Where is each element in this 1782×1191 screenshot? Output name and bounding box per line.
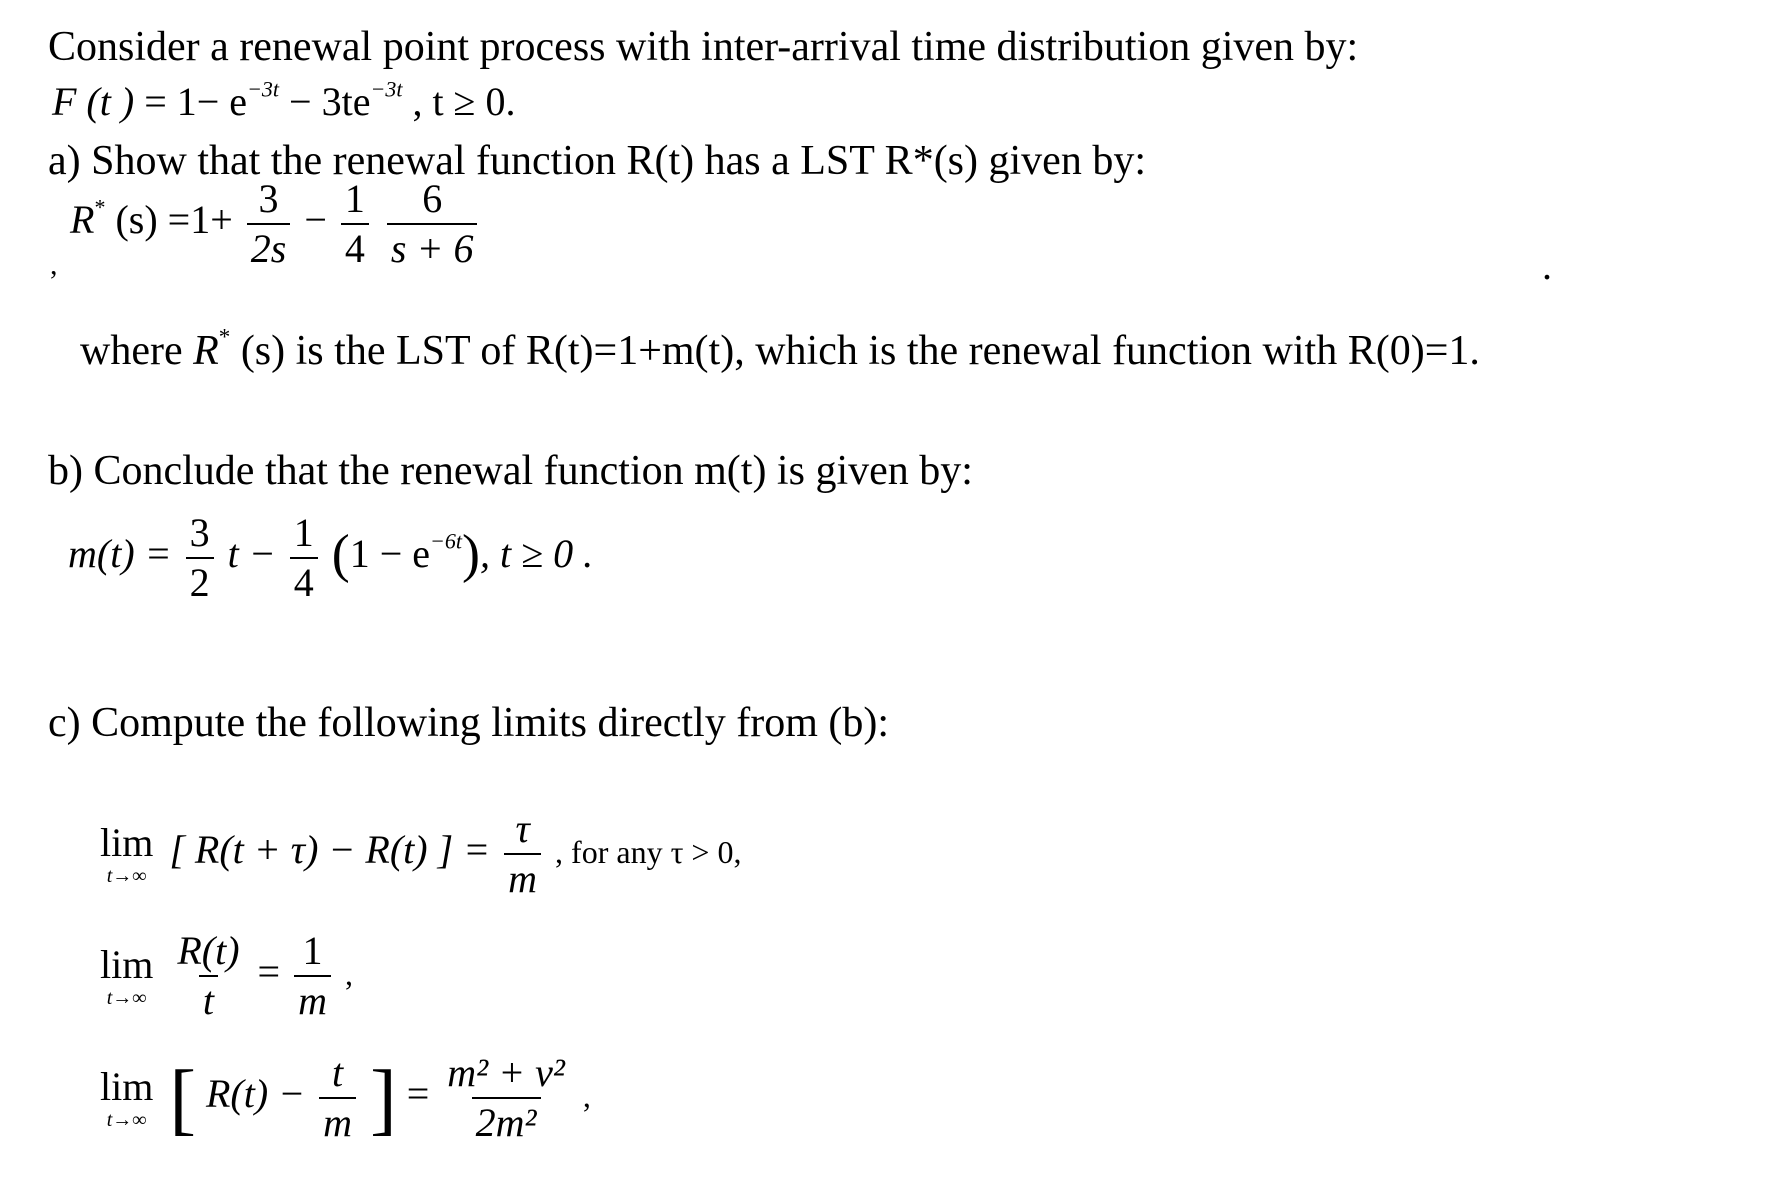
mt-frac-1-den: 2 (186, 557, 214, 604)
limit-2-tail: , (344, 956, 353, 993)
limit-2-word: lim (100, 942, 154, 987)
lst-lhs: R (70, 197, 95, 243)
limit-1-word: lim (100, 820, 154, 865)
where-post: (s) is the LST of R(t)=1+m(t), which is the renewal function with R(0)=1. (230, 328, 1480, 374)
mt-inner: 1 − e (349, 531, 431, 577)
dist-exp2: −3t (370, 76, 403, 102)
dist-eq: = 1− e (134, 79, 248, 124)
mt-exp: −6t (430, 528, 463, 554)
lst-frac-2-den: 4 (341, 223, 369, 270)
mt-frac-2 (290, 512, 318, 604)
limit-3-num: t (332, 1050, 344, 1095)
limit-3-tail: , (582, 1078, 591, 1115)
mt-t: t − (227, 531, 276, 577)
mt-frac-2-num: 1 (293, 510, 314, 555)
lst-star: * (94, 194, 106, 220)
lst-comma: , (50, 248, 58, 281)
where-pre: where (80, 328, 194, 374)
limit-3-den: m (319, 1097, 356, 1144)
limit-3-op (100, 1065, 153, 1131)
where-star: * (218, 323, 231, 350)
limit-1-den: m (504, 853, 541, 900)
limit-1-frac (504, 808, 541, 900)
mt-frac-2-den: 4 (290, 557, 318, 604)
lst-frac-3 (387, 178, 478, 270)
limit-1 (100, 808, 741, 900)
limit-1-op (100, 821, 153, 887)
lst-frac-3-num: 6 (422, 176, 443, 221)
limit-2-rnum: 1 (302, 928, 323, 973)
lst-period: . (1542, 243, 1552, 288)
limit-2-frac (173, 930, 243, 1022)
intro-text: Consider a renewal point process with inter-arrival time distribution given by: (48, 24, 1359, 70)
limit-2-sub: t→∞ (106, 987, 147, 1009)
dist-mid: − 3te (279, 79, 371, 124)
lst-frac-2 (341, 178, 369, 270)
limit-3-rnum: m² + v² (447, 1050, 565, 1095)
mt-paren-open: ( (331, 523, 350, 584)
dist-cond: , t ≥ 0. (402, 79, 516, 124)
dist-lhs: F (t ) (52, 79, 135, 124)
limit-2 (100, 930, 353, 1022)
mt-frac-1-num: 3 (189, 510, 210, 555)
distribution-formula (52, 76, 516, 124)
lst-frac-1 (247, 178, 291, 270)
limit-3-open: [ (169, 1054, 196, 1143)
limit-1-tail: , for any τ > 0, (555, 834, 742, 871)
limit-3-sub: t→∞ (106, 1109, 147, 1131)
limit-1-sub: t→∞ (106, 865, 147, 887)
limit-3 (100, 1052, 591, 1144)
limit-2-eq: = (257, 949, 281, 995)
where-R: R (193, 328, 219, 374)
mt-paren-close: ) (462, 523, 480, 584)
part-a-where (80, 323, 1480, 374)
mt-frac-1 (186, 512, 214, 604)
part-a-formula (70, 178, 481, 270)
limit-2-num: R(t) (177, 928, 240, 973)
limit-2-rfrac (294, 930, 331, 1022)
lst-frac-2-num: 1 (344, 176, 365, 221)
limit-3-R: R(t) − (205, 1071, 306, 1117)
lst-frac-3-den: s + 6 (387, 223, 478, 270)
mt-cond: , t ≥ 0 . (480, 531, 594, 577)
mt-lhs: m(t) = (68, 531, 172, 577)
part-b-formula (68, 512, 593, 604)
limit-1-expr: [ R(t + τ) − R(t) ] = (169, 827, 491, 873)
limit-2-den: t (199, 975, 218, 1022)
part-b-text: b) Conclude that the renewal function m(t) is given by: (48, 448, 973, 494)
part-a-text: a) Show that the renewal function R(t) has a LST R*(s) given by: (48, 138, 1146, 184)
lst-frac-1-num: 3 (258, 176, 279, 221)
lst-frac-1-den: 2s (247, 223, 291, 270)
limit-3-close: ] (370, 1054, 397, 1143)
dist-exp1: −3t (247, 76, 280, 102)
limit-2-rden: m (294, 975, 331, 1022)
limit-3-rden: 2m² (472, 1097, 541, 1144)
limit-3-frac (319, 1052, 356, 1144)
limit-3-eq: = (406, 1071, 430, 1117)
part-c-text: c) Compute the following limits directly from (b): (48, 700, 890, 746)
limit-1-num: τ (515, 806, 530, 851)
lst-minus: − (304, 197, 327, 243)
limit-2-op (100, 943, 153, 1009)
lst-arg: (s) =1+ (105, 197, 233, 243)
limit-3-word: lim (100, 1064, 154, 1109)
limit-3-rfrac (443, 1052, 569, 1144)
